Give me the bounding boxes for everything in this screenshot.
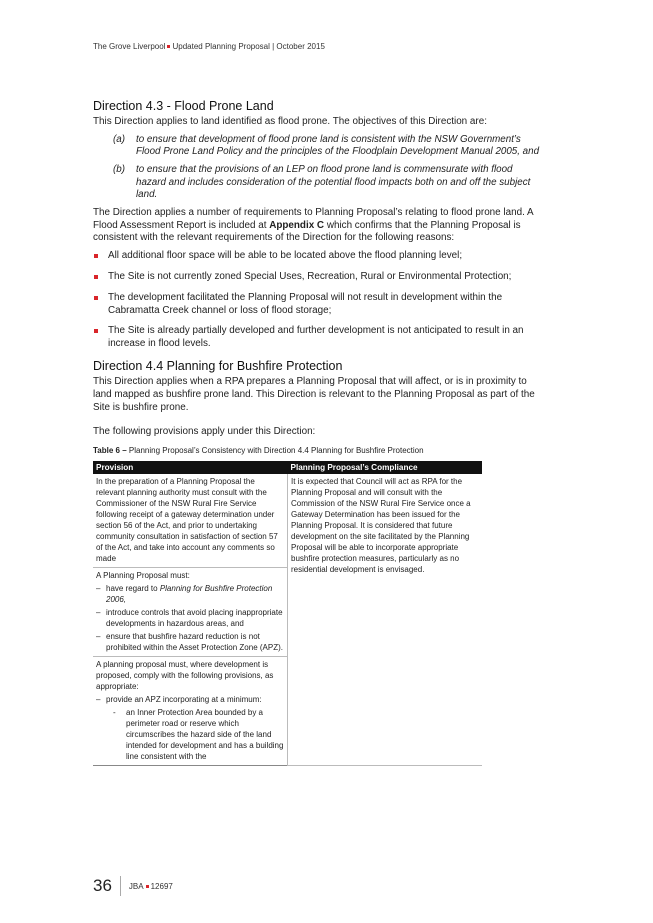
compliance-cell: It is expected that Council will act as RPA for the Planning Proposal and will consult with the Commission of the NSW Rural Fire Service once a Gateway Determination has been issued for the Planning Proposal. It is considered that future development on the site facilitated by the Planning Proposal will be able to incorporate appropriate bushfire protection measures, particularly as no residential development is envisaged. bbox=[288, 474, 483, 766]
list-item: - an Inner Protection Area bounded by a perimeter road or reserve which circumscribes the hazard side of the land intended for development and has a building line consistent with the bbox=[96, 707, 284, 762]
list-item: – ensure that bushfire hazard reduction is not prohibited within the Asset Protection Zone (APZ). bbox=[96, 631, 284, 653]
page-number: 36 bbox=[93, 876, 121, 896]
flood-reasons-list bbox=[93, 250, 540, 351]
table-caption: Table 6 – Planning Proposal’s Consistency with Direction 4.4 Planning for Bushfire Protection bbox=[93, 446, 424, 456]
list-item: All additional floor space will be able to be located above the flood planning level; bbox=[93, 250, 540, 263]
list-item: The Site is already partially developed and further development is not anticipated to result in an increase in flood levels. bbox=[93, 325, 540, 351]
page-footer bbox=[93, 876, 173, 896]
provisions-intro: The following provisions apply under this Direction: bbox=[93, 426, 316, 438]
column-header-compliance: Planning Proposal’s Compliance bbox=[288, 461, 483, 474]
provision-cell: In the preparation of a Planning Proposal the relevant planning authority must consult with the Commissioner of the NSW Rural Fire Service following receipt of a gateway determination under section 56 of the Act, and prior to undertaking community consultation in satisfaction of section 57 of the Act, and take into account any comments so made bbox=[93, 474, 288, 568]
flood-paragraph: The Direction applies a number of requirements to Planning Proposal’s relating to flood prone land. A Flood Assessment Report is included at Appendix C which confirms that the Planning Proposal is consistent with the relevant requirements of the Direction for the following reasons: bbox=[93, 206, 534, 244]
flood-intro: This Direction applies to land identified as flood prone. The objectives of this Direction are: bbox=[93, 116, 487, 127]
list-item: The Site is not currently zoned Special Uses, Recreation, Rural or Environmental Protection; bbox=[93, 271, 540, 284]
appendix-ref: Appendix C bbox=[269, 219, 325, 231]
header-document: Updated Planning Proposal | October 2015 bbox=[172, 42, 325, 51]
section-title-bushfire: Direction 4.4 Planning for Bushfire Protection bbox=[93, 358, 343, 373]
column-header-provision: Provision bbox=[93, 461, 288, 474]
objective-a: (a) to ensure that development of flood prone land is consistent with the NSW Government’s Flood Prone Land Policy and the principles of the Floodplain Development Manual 2005, and bbox=[113, 133, 540, 158]
section-title-flood: Direction 4.3 - Flood Prone Land bbox=[93, 99, 274, 113]
list-item: – provide an APZ incorporating at a minimum: bbox=[96, 694, 284, 705]
table-row bbox=[93, 474, 482, 568]
provision-cell: A planning proposal must, where development is proposed, comply with the following provisions, as appropriate: – provide an APZ incorporating at a minimum: - an Inner Protection Area bounded by a perimeter road or reserve which circumscribes the hazard side of the land intended for development and has a building line consistent with the bbox=[93, 657, 288, 766]
page-header bbox=[93, 42, 325, 51]
page-content bbox=[93, 99, 540, 766]
separator-dot-icon bbox=[146, 885, 149, 888]
table-header-row bbox=[93, 461, 482, 474]
footer-ref: JBA 12697 bbox=[128, 881, 173, 891]
provision-cell: A Planning Proposal must: – have regard to Planning for Bushfire Protection 2006, – introduce controls that avoid placing inappropriate developments in hazardous areas, and – ensure that bushfire hazard reduction is not prohibited within the Asset Protection Zone (APZ). bbox=[93, 568, 288, 657]
separator-dot-icon bbox=[167, 45, 170, 48]
list-item: The development facilitated the Planning Proposal will not result in development within the Cabramatta Creek channel or loss of flood storage; bbox=[93, 292, 540, 318]
list-item: – have regard to Planning for Bushfire Protection 2006, bbox=[96, 583, 284, 605]
list-item: – introduce controls that avoid placing inappropriate developments in hazardous areas, and bbox=[96, 607, 284, 629]
header-project: The Grove Liverpool bbox=[93, 42, 166, 51]
objective-b: (b) to ensure that the provisions of an LEP on flood prone land is commensurate with flood hazard and includes consideration of the potential flood impacts both on and off the subject land. bbox=[113, 163, 531, 201]
bushfire-provisions-table bbox=[93, 461, 482, 766]
bushfire-intro: This Direction applies when a RPA prepares a Planning Proposal that will affect, or is in proximity to land mapped as bushfire prone land. This Direction is relevant to the Planning Proposal as part of the Site is bushfire prone. bbox=[93, 375, 535, 413]
